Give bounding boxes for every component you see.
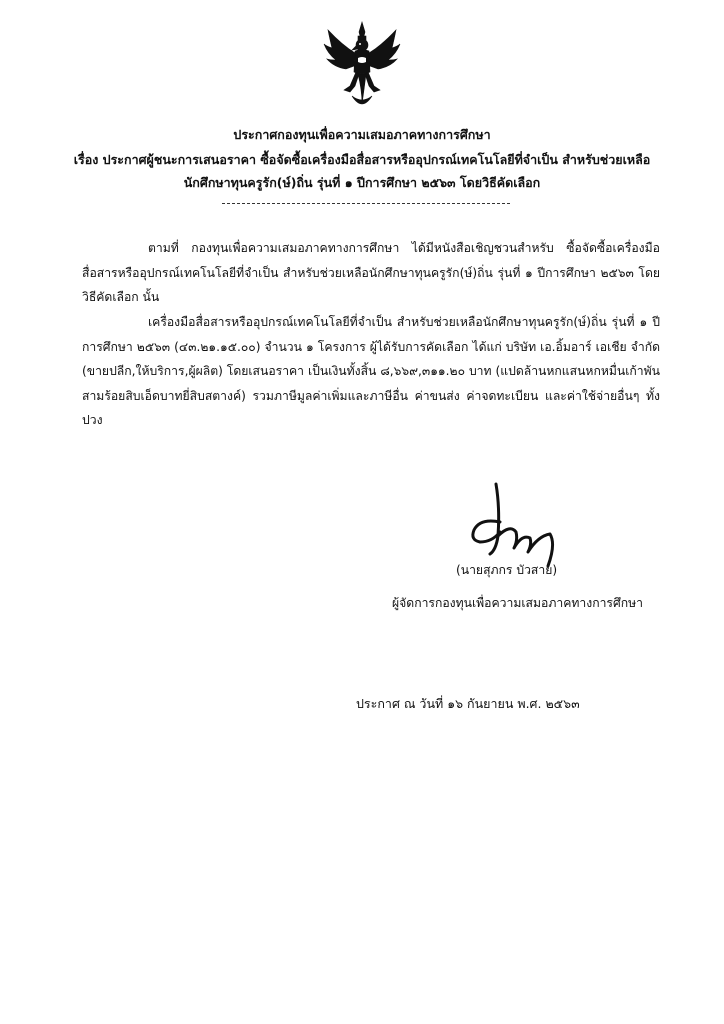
dashed-divider bbox=[222, 203, 510, 204]
body-paragraph-2: เครื่องมือสื่อสารหรืออุปกรณ์เทคโนโลยีที่จำเป็น สำหรับช่วยเหลือนักศึกษาทุนครูรัก(ษ์)ถิ่น รุ่นที่ ๑ ปีการศึกษา ๒๕๖๓ (๔๓.๒๑.๑๕.๐๐) จำนวน ๑ โครงการ ผู้ได้รับการคัดเลือก ได้แก่ บริษัท เอ.อิ้มอาร์ เอเชีย จำกัด (ขายปลีก,ให้บริการ,ผู้ผลิต) โดยเสนอราคา เป็นเงินทั้งสิ้น ๘,๖๖๙,๓๑๑.๒๐ บาท (แปดล้านหกแสนหกหมื่นเก้าพันสามร้อยสิบเอ็ดบาทยี่สิบสตางค์) รวมภาษีมูลค่าเพิ่มและภาษีอื่น ค่าขนส่ง ค่าจดทะเบียน และค่าใช้จ่ายอื่นๆ ทั้งปวง bbox=[82, 315, 660, 427]
signer-name: (นายสุภกร บัวสาย) bbox=[456, 563, 558, 577]
announcement-date: ประกาศ ณ วันที่ ๑๖ กันยายน พ.ศ. ๒๕๖๓ bbox=[356, 696, 580, 711]
subject-line-1: เรื่อง ประกาศผู้ชนะการเสนอราคา ซื้อจัดซื้อเครื่องมือสื่อสารหรืออุปกรณ์เทคโนโลยีที่จำเป็น สำหรับช่วยเหลือ bbox=[73, 152, 651, 167]
subject-line-2: นักศึกษาทุนครูรัก(ษ์)ถิ่น รุ่นที่ ๑ ปีการศึกษา ๒๕๖๓ โดยวิธีคัดเลือก bbox=[183, 175, 541, 190]
issuer-title: ประกาศกองทุนเพื่อความเสมอภาคทางการศึกษา bbox=[233, 127, 491, 142]
garuda-emblem-icon bbox=[322, 20, 402, 112]
signer-position: ผู้จัดการกองทุนเพื่อความเสมอภาคทางการศึกษา bbox=[392, 596, 643, 610]
handwritten-signature bbox=[456, 478, 566, 574]
body-paragraph-1: ตามที่ กองทุนเพื่อความเสมอภาคทางการศึกษา ได้มีหนังสือเชิญชวนสำหรับ ซื้อจัดซื้อเครื่องมือสื่อสารหรืออุปกรณ์เทคโนโลยีที่จำเป็น สำหรับช่วยเหลือนักศึกษาทุนครูรัก(ษ์)ถิ่น รุ่นที่ ๑ ปีการศึกษา ๒๕๖๓ โดยวิธีคัดเลือก นั้น bbox=[82, 241, 660, 304]
